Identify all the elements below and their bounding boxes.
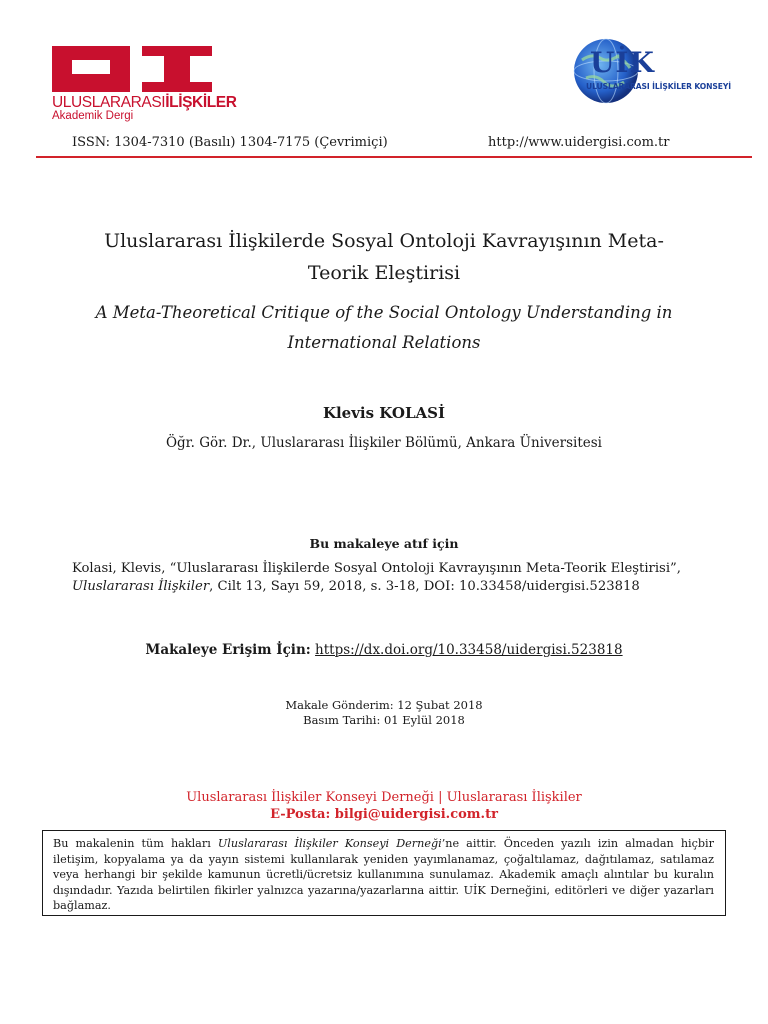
council-logo-name: ULUSLARARASI İLİŞKİLER KONSEYİ bbox=[586, 82, 731, 91]
contact-email: E-Posta: bilgi@uidergisi.com.tr bbox=[270, 807, 498, 822]
access-line: Makaleye Erişim İçin: https://dx.doi.org/10.33458/uidergisi.523818 bbox=[145, 642, 623, 658]
header-divider bbox=[36, 156, 752, 158]
journal-logo-mark-icon bbox=[52, 46, 212, 92]
issn-text: ISSN: 1304-7310 (Basılı) 1304-7175 (Çevrimiçi) bbox=[72, 135, 388, 150]
author-name: Klevis KOLASİ bbox=[322, 404, 446, 422]
title-turkish: Uluslararası İlişkilerde Sosyal Ontoloji Kavrayışının Meta- Teorik Eleştirisi bbox=[104, 230, 664, 284]
title-english: A Meta-Theoretical Critique of the Social Ontology Understanding in International Relations bbox=[95, 303, 673, 352]
council-logo bbox=[572, 38, 731, 108]
journal-logo-name: ULUSLARARASIİLİŞKİLER bbox=[52, 94, 237, 111]
organization-line: Uluslararası İlişkiler Konseyi Derneği | Uluslararası İlişkiler bbox=[186, 790, 582, 805]
article-dates bbox=[40, 698, 728, 728]
council-logo-acronym: UİK bbox=[590, 46, 655, 79]
journal-logo-subtitle: Akademik Dergi bbox=[52, 110, 134, 122]
submission-date: Makale Gönderim: 12 Şubat 2018 bbox=[285, 698, 483, 712]
journal-url: http://www.uidergisi.com.tr bbox=[488, 135, 670, 150]
citation-text: Kolasi, Klevis, “Uluslararası İlişkilerde Sosyal Ontoloji Kavrayışının Meta-Teorik Eleştirisi”, Uluslararası İlişkiler, Cilt 13, Sayı 59, 2018, s. 3-18, DOI: 10.33458/uidergisi.523818 bbox=[72, 561, 681, 594]
journal-logo bbox=[52, 46, 237, 126]
author-affiliation: Öğr. Gör. Dr., Uluslararası İlişkiler Bölümü, Ankara Üniversitesi bbox=[165, 435, 603, 451]
publication-date: Basım Tarihi: 01 Eylül 2018 bbox=[303, 713, 465, 727]
doi-link[interactable]: https://dx.doi.org/10.33458/uidergisi.523818 bbox=[315, 642, 623, 658]
citation-heading: Bu makaleye atıf için bbox=[309, 536, 459, 551]
copyright-text: Bu makalenin tüm hakları Uluslararası İlişkiler Konseyi Derneği’ne aittir. Önceden yazılı izin almadan hiçbir iletişim, kopyalama ya da yayın sistemi kullanılarak yeniden yayımlanamaz, çoğaltılamaz, dağıtılamaz, satılamaz veya herhangi bir şekilde kamunun ücretli/ücretsiz kullanımına sunulamaz. Akademik amaçlı alıntılar bu kuralın dışındadır. Yazıda belirtilen fikirler yalnızca yazarına/yazarlarına aittir. UİK Derneğini, editörleri ve diğer yazarları bağlamaz. bbox=[53, 837, 714, 912]
